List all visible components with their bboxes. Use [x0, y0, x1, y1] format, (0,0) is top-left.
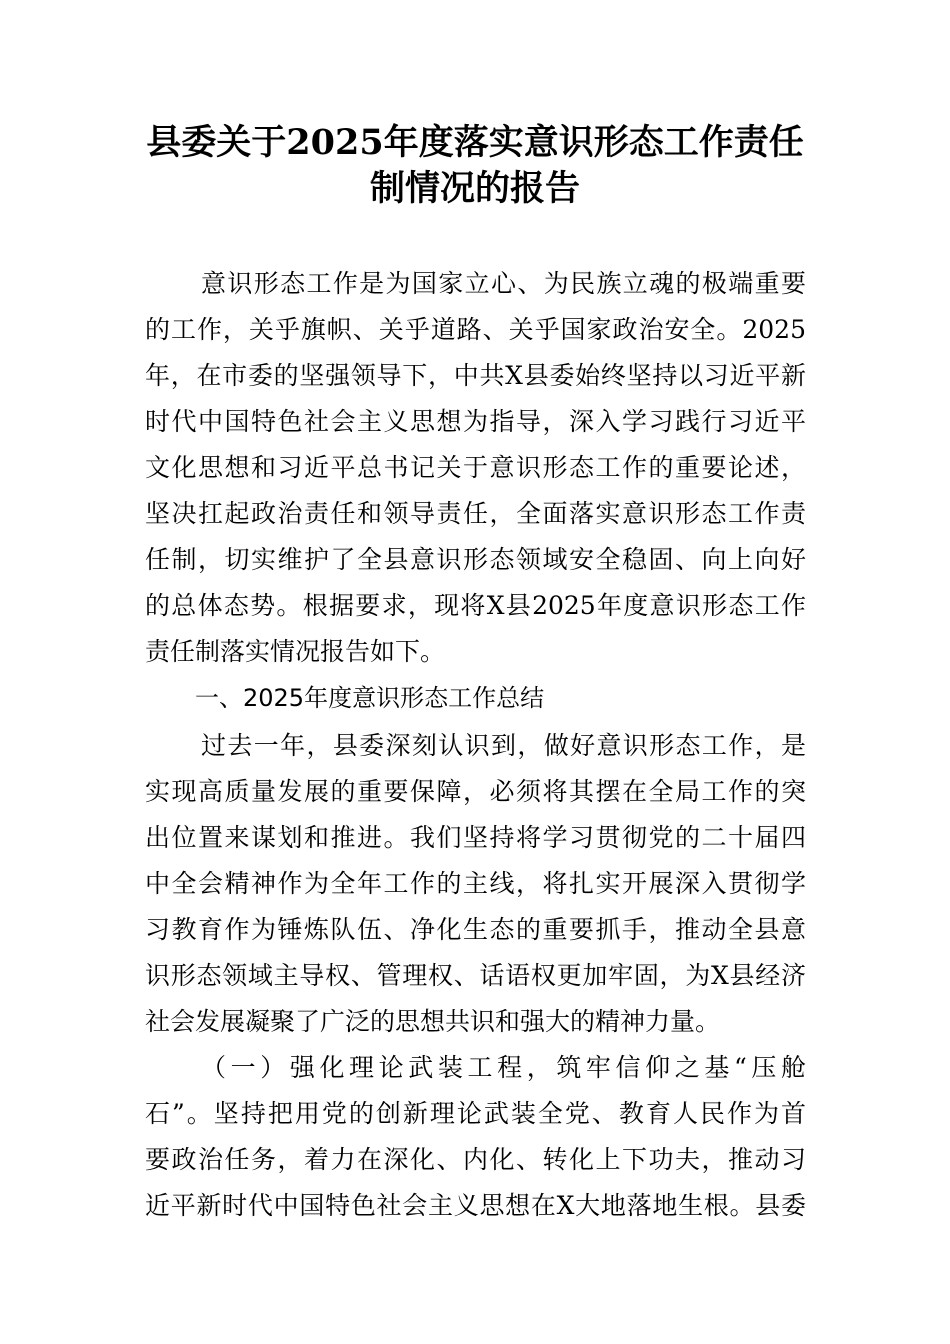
- text-line: 出位置来谋划和推进。我们坚持将学习贯彻党的二十届四: [145, 823, 806, 852]
- text-line: 坚决扛起政治责任和领导责任，全面落实意识形态工作责: [145, 499, 806, 528]
- text-line: 近平新时代中国特色社会主义思想在X大地落地生根。县委: [145, 1191, 806, 1220]
- text-line: 实现高质量发展的重要保障，必须将其摆在全局工作的突: [145, 777, 806, 806]
- text-line: 中全会精神作为全年工作的主线，将扎实开展深入贯彻学: [145, 869, 806, 898]
- text-line: 习教育作为锤炼队伍、净化生态的重要抓手，推动全县意: [145, 915, 806, 944]
- text-line: 时代中国特色社会主义思想为指导，深入学习践行习近平: [145, 407, 806, 436]
- paragraph: [145, 261, 806, 675]
- text-line: （一）强化理论武装工程，筑牢信仰之基“压舱: [201, 1053, 806, 1082]
- document-title-line-1: 县委关于2025年度落实意识形态工作责任: [146, 122, 804, 163]
- text-line: 识形态领域主导权、管理权、话语权更加牢固，为X县经济: [145, 961, 806, 990]
- text-line: 意识形态工作是为国家立心、为民族立魂的极端重要: [201, 269, 806, 298]
- document-title-line-2: 制情况的报告: [369, 168, 580, 209]
- text-line: 过去一年，县委深刻认识到，做好意识形态工作，是: [201, 731, 806, 760]
- text-line: 社会发展凝聚了广泛的思想共识和强大的精神力量。: [145, 1007, 721, 1036]
- text-line: 责任制落实情况报告如下。: [145, 637, 446, 666]
- text-line: 文化思想和习近平总书记关于意识形态工作的重要论述，: [145, 453, 806, 482]
- text-line: 年，在市委的坚强领导下，中共X县委始终坚持以习近平新: [145, 361, 806, 390]
- text-line: 的总体态势。根据要求，现将X县2025年度意识形态工作: [145, 591, 806, 620]
- paragraph: [145, 723, 806, 1045]
- text-line: 要政治任务，着力在深化、内化、转化上下功夫，推动习: [145, 1145, 806, 1174]
- paragraph: [145, 1045, 806, 1229]
- text-line: 石”。坚持把用党的创新理论武装全党、教育人民作为首: [145, 1099, 806, 1128]
- section-heading: [145, 675, 806, 723]
- text-line: 的工作，关乎旗帜、关乎道路、关乎国家政治安全。2025: [145, 315, 806, 344]
- text-line: 任制，切实维护了全县意识形态领域安全稳固、向上向好: [145, 545, 806, 574]
- text-line: 一、2025年度意识形态工作总结: [195, 684, 545, 712]
- document-body: [145, 261, 806, 1229]
